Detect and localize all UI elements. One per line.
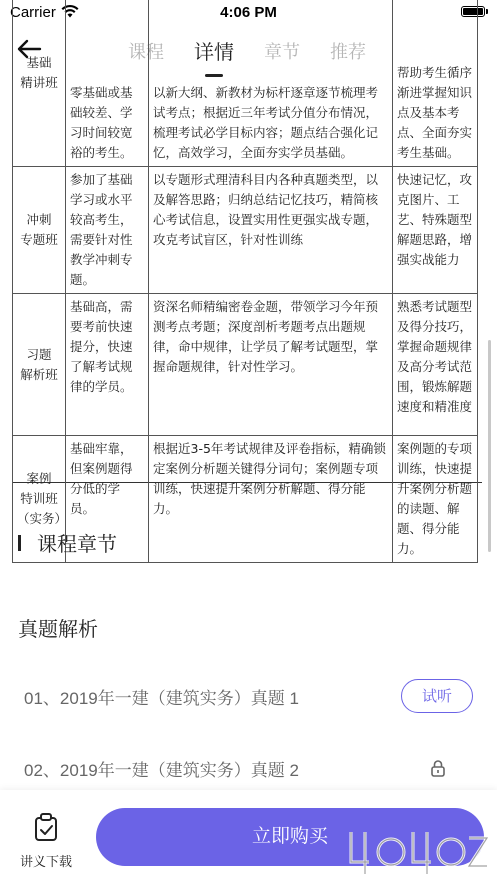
goal-cell (393, 167, 478, 294)
cell-text: 帮助考生循序渐进掌握知识点及基本考点、全面夯实考生基础。 (397, 65, 473, 160)
chapters-heading: 课程章节 (37, 534, 117, 556)
cell-text: 根据近3-5年考试规律及评卷指标，精确锁定案例分析题关键得分词句；案例题专项训练，快速提升案例分析解题、得分能力。 (153, 441, 386, 516)
handout-icon (33, 812, 59, 842)
cell-text: 案例题的专项训练，快速提升案例分析题的读题、解题、得分能力。 (397, 441, 473, 556)
cell-text: 快速记忆，攻克图片、工艺、特殊题型解题思路，增强实战能力 (397, 172, 473, 267)
goal-cell (393, 0, 478, 167)
cell-text: 基础 精讲班 (20, 54, 58, 90)
list-item[interactable] (24, 748, 479, 788)
class-name-cell (13, 294, 66, 436)
cell-text: 基础牢靠，但案例题得分低的学员。 (70, 441, 133, 516)
lock-icon (430, 759, 446, 777)
target-cell (66, 167, 149, 294)
goal-cell (393, 436, 478, 563)
cell-text: 熟悉考试题型及得分技巧，掌握命题规律及高分考试范围，锻炼解题速度和精准度 (397, 299, 473, 414)
trial-listen-button[interactable]: 试听 (401, 679, 473, 713)
tab-chapters[interactable]: 章节 (264, 42, 300, 62)
watermark-logo (341, 812, 491, 882)
status-time: 4:06 PM (220, 4, 277, 21)
cell-text: 冲刺 专题班 (20, 212, 58, 247)
section-heading (18, 528, 117, 557)
content-cell (149, 167, 393, 294)
list-item[interactable] (24, 676, 479, 716)
buy-now-button[interactable]: 立即购买 (96, 808, 484, 866)
tab-recommend[interactable]: 推荐 (330, 42, 366, 62)
content-cell (149, 294, 393, 436)
handout-download-button[interactable] (16, 812, 76, 870)
download-label: 讲义下载 (19, 854, 72, 869)
cell-text: 参加了基础学习或水平较高考生，需要针对性教学冲刺专题。 (70, 172, 133, 287)
tab-details[interactable]: 详情 (194, 36, 234, 65)
cell-text: 零基础或基础较差、学习时间较宽裕的考生。 (70, 85, 133, 160)
class-name-cell (13, 0, 66, 167)
class-name-cell (13, 167, 66, 294)
cell-text: 基础高，需要考前快速提分，快速了解考试规律的学员。 (70, 299, 133, 394)
content-cell (149, 436, 393, 563)
lesson-title: 02、2019年一建（建筑实务）真题 2 (24, 760, 299, 780)
target-cell (66, 0, 149, 167)
cell-text: 资深名师精编密卷金题，带领学习今年预测考点考题；深度剖析考题考点出题规律，命中规律，让学员了解考试题型，掌握命题规律，针对性学习。 (153, 299, 379, 374)
tab-course[interactable]: 课程 (128, 42, 164, 62)
cell-text: 以专题形式理清科目内各种真题类型，以及解答思路；归纳总结记忆技巧，精简核心考试信息，设置实用性更强实战专题，攻克考试盲区，针对性训练 (153, 172, 379, 247)
content-cell (149, 0, 393, 167)
scrollbar[interactable] (488, 340, 491, 552)
carrier-label: Carrier (10, 4, 56, 21)
table-row (13, 0, 478, 167)
cell-text: 习题 解析班 (20, 346, 58, 382)
chapter-group-title: 真题解析 (18, 619, 98, 641)
table-row (13, 294, 478, 436)
goal-cell (393, 294, 478, 436)
target-cell (66, 294, 149, 436)
cell-text: 案例 特训班 （实务） (17, 471, 68, 526)
cell-text: 以新大纲、新教材为标杆逐章逐节梳理考试考点；根据近三年考试分值分布情况，梳理考试必学目标内容；题点结合强化记忆，高效学习，全面夯实学员基础。 (153, 85, 379, 160)
table-row (13, 167, 478, 294)
lesson-title: 01、2019年一建（建筑实务）真题 1 (24, 688, 299, 708)
section-marker (18, 535, 21, 551)
